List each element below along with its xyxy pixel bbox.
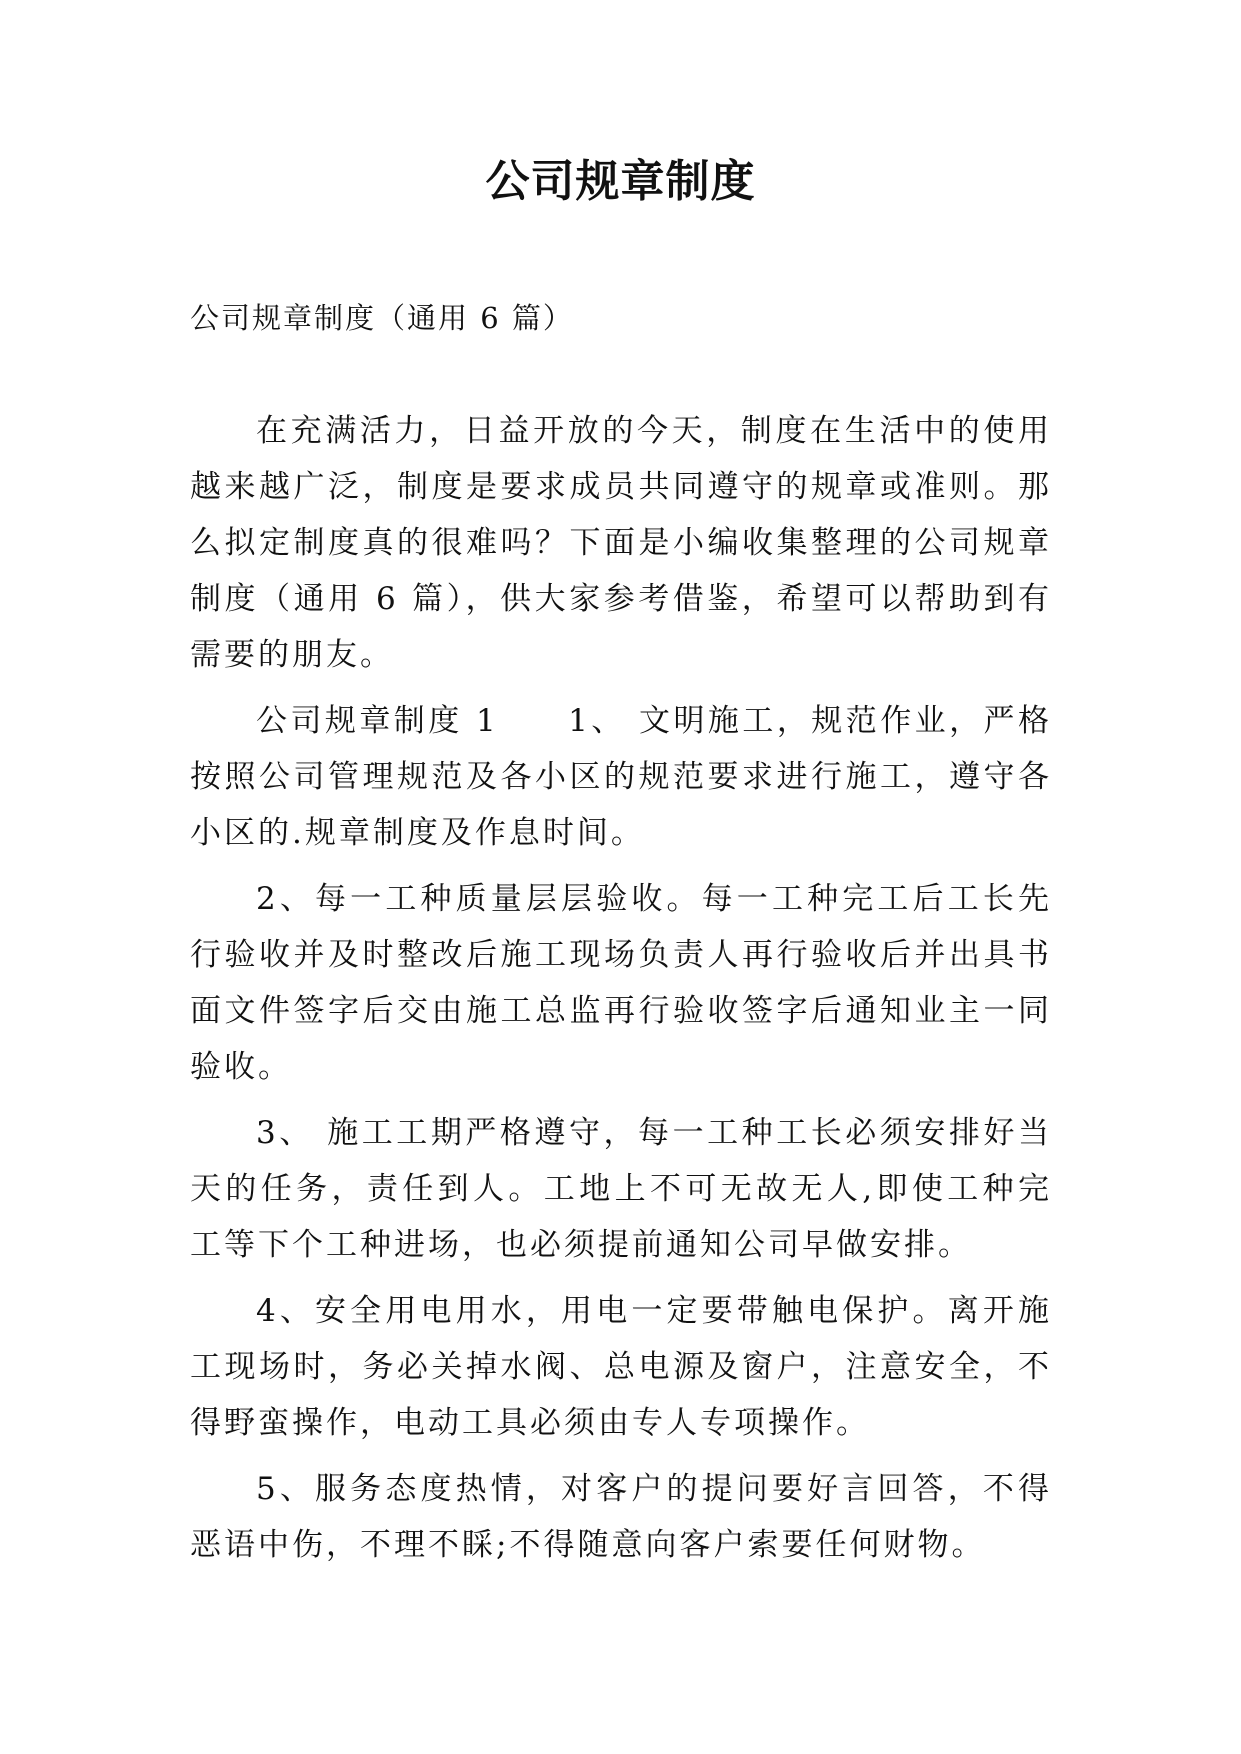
document-body bbox=[190, 403, 1052, 1583]
rule-paragraph-1: 公司规章制度 1 1、 文明施工，规范作业，严格按照公司管理规范及各小区的规范要求进行施工，遵守各小区的.规章制度及作息时间。 bbox=[190, 703, 1052, 851]
intro-paragraph: 在充满活力，日益开放的今天，制度在生活中的使用越来越广泛，制度是要求成员共同遵守的规章或准则。那么拟定制度真的很难吗？下面是小编收集整理的公司规章制度（通用 6 篇），供大家参考借鉴，希望可以帮助到有需要的朋友。 bbox=[190, 413, 1052, 673]
document-subtitle: 公司规章制度（通用 6 篇） bbox=[190, 301, 574, 335]
rule-paragraph-2: 2、每一工种质量层层验收。每一工种完工后工长先行验收并及时整改后施工现场负责人再行验收后并出具书面文件签字后交由施工总监再行验收签字后通知业主一同验收。 bbox=[190, 881, 1052, 1085]
rule-paragraph-4: 4、安全用电用水，用电一定要带触电保护。离开施工现场时，务必关掉水阀、总电源及窗户，注意安全，不得野蛮操作，电动工具必须由专人专项操作。 bbox=[190, 1293, 1052, 1441]
document-title: 公司规章制度 bbox=[485, 156, 756, 207]
rule-paragraph-3: 3、 施工工期严格遵守，每一工种工长必须安排好当天的任务，责任到人。工地上不可无故无人,即使工种完工等下个工种进场，也必须提前通知公司早做安排。 bbox=[190, 1115, 1052, 1263]
rule-paragraph-5: 5、服务态度热情，对客户的提问要好言回答，不得恶语中伤，不理不睬;不得随意向客户索要任何财物。 bbox=[190, 1471, 1052, 1563]
